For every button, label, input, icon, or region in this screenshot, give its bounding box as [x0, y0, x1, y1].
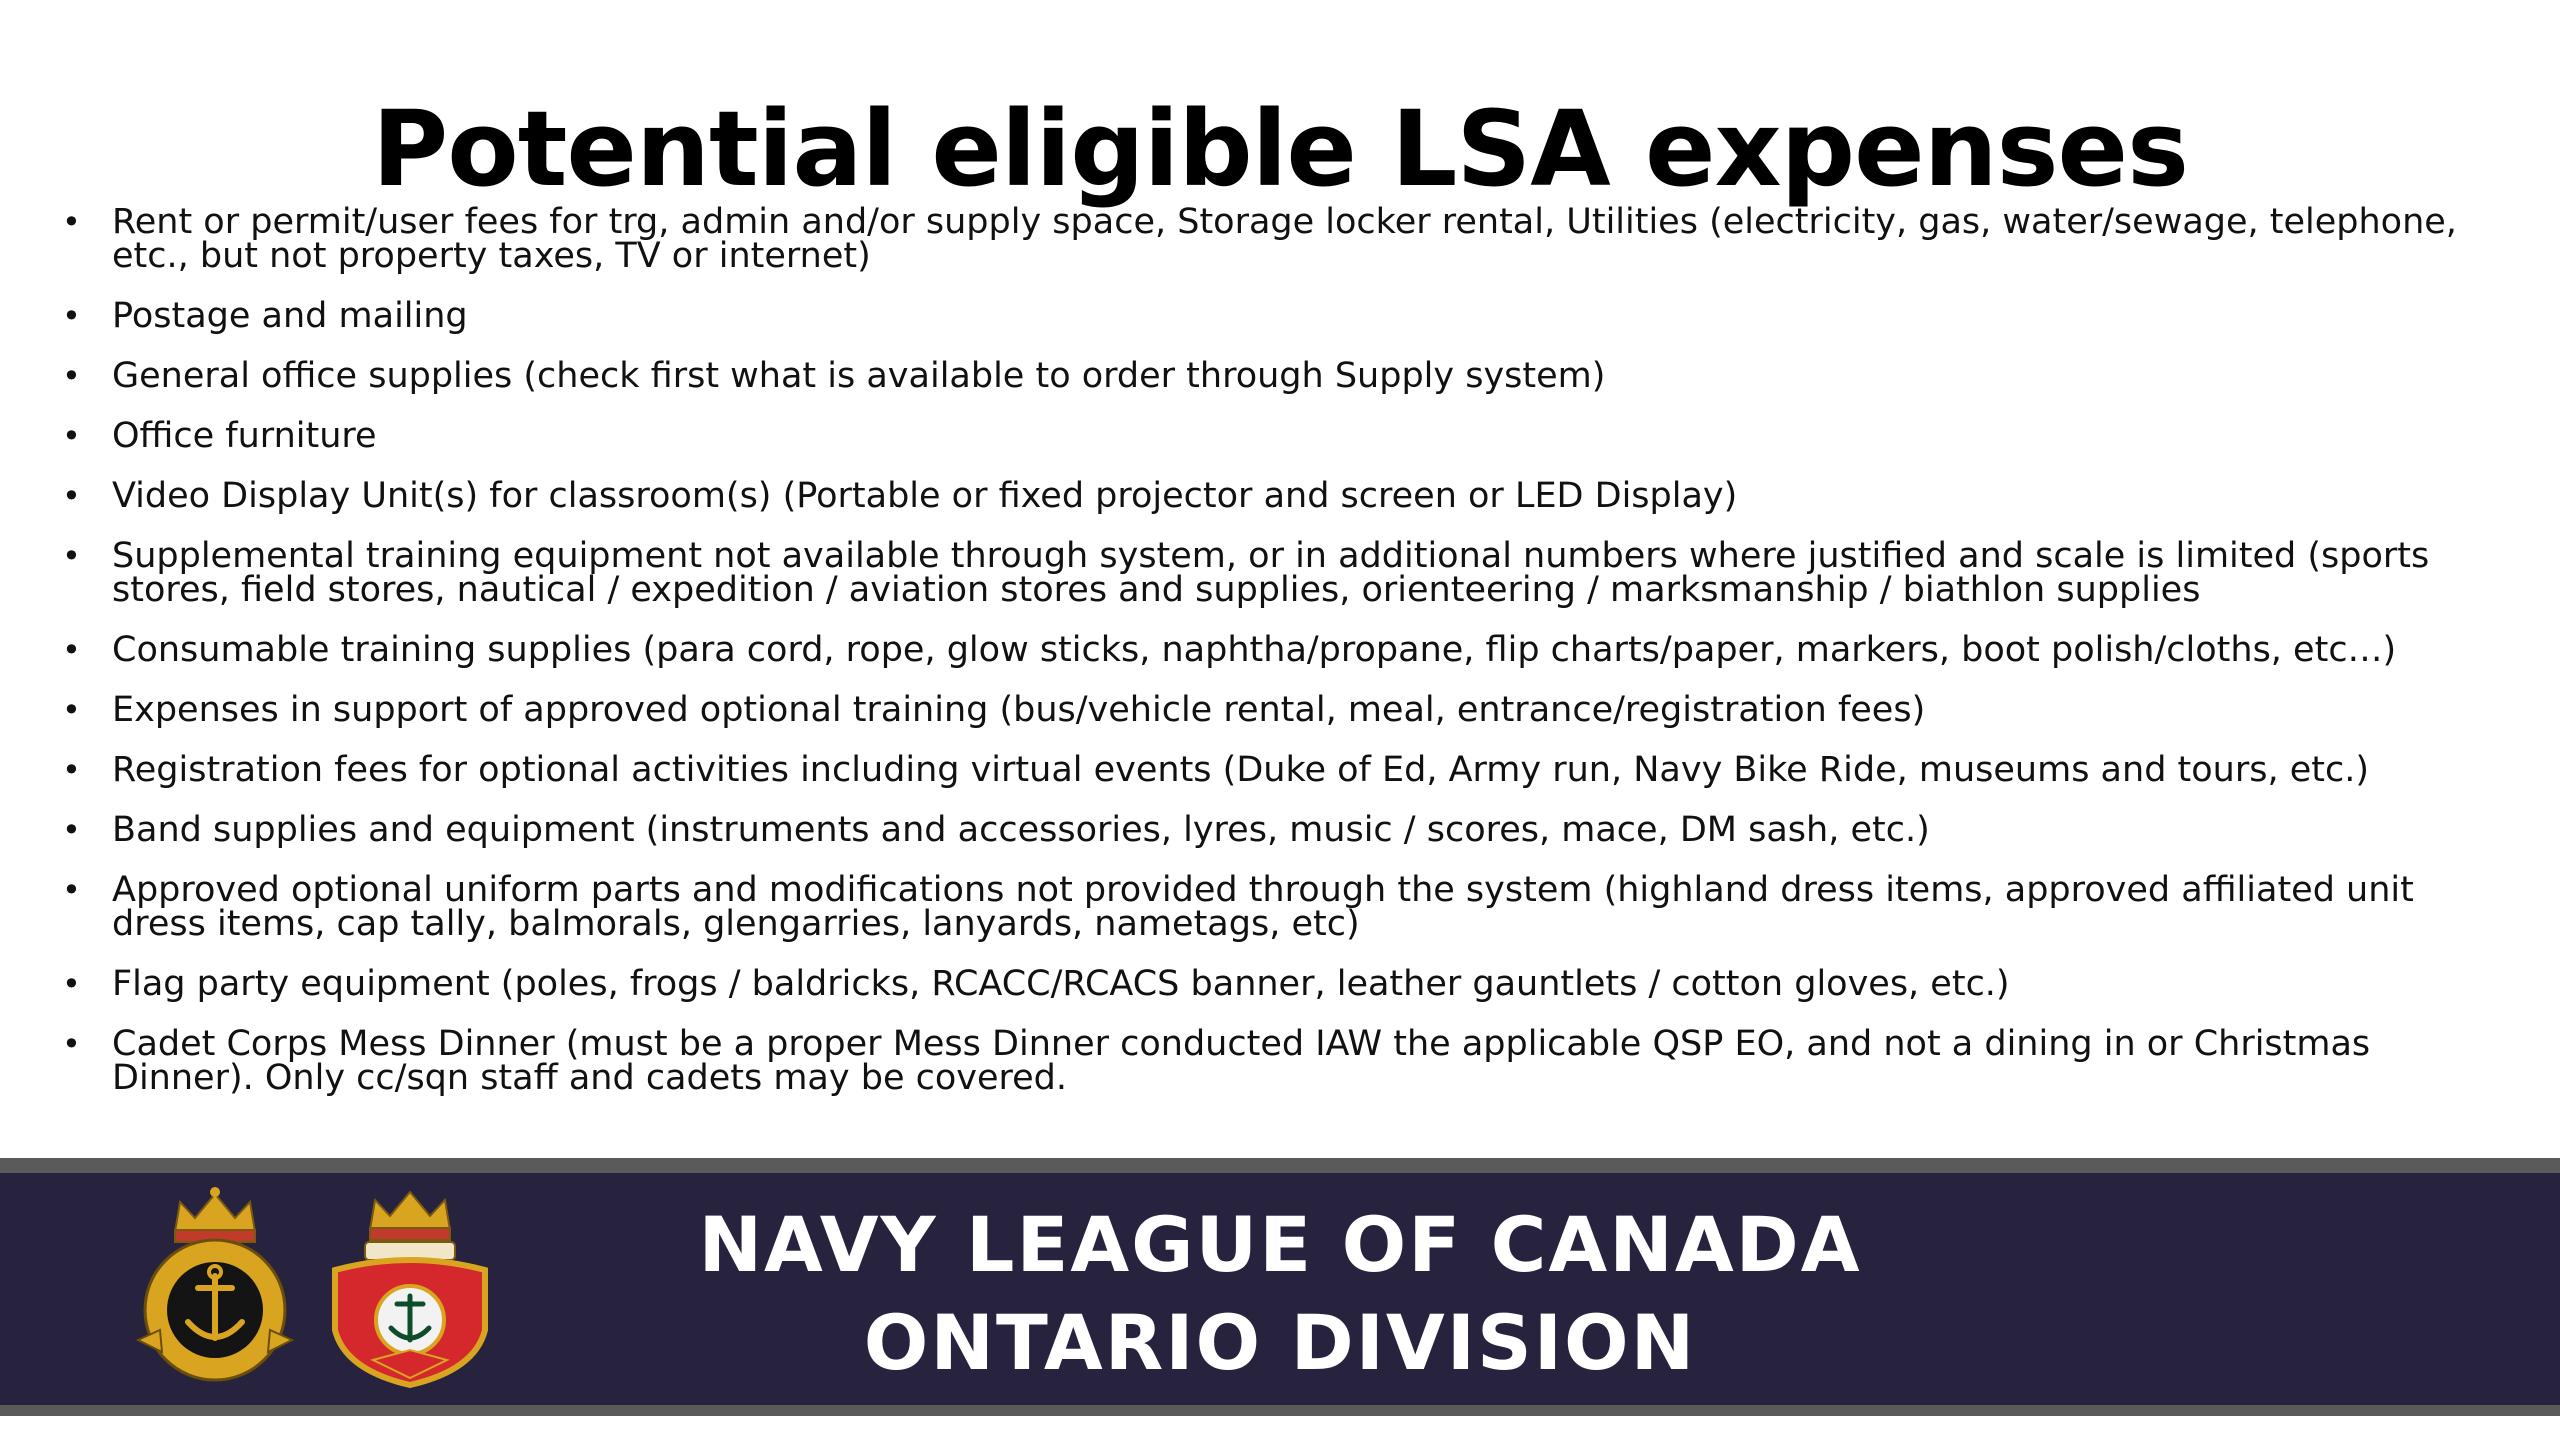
bullet-item [56, 476, 2496, 516]
bullet-item [56, 750, 2496, 790]
bullet-text: Cadet Corps Mess Dinner (must be a proper Mess Dinner conducted IAW the applicable QSP EO, and not a dining in or Christmas Dinner). Only cc/sqn staff and cadets may be covered. [112, 1024, 2371, 1098]
bullet-text: Band supplies and equipment (instruments and accessories, lyres, music / scores, mace, DM sash, etc.) [112, 810, 1930, 850]
bullet-text: Consumable training supplies (para cord, rope, glow sticks, naphtha/propane, flip charts/paper, markers, boot polish/cloths, etc…) [112, 630, 2397, 670]
bullet-item [56, 202, 2496, 276]
bullet-item [56, 416, 2496, 456]
bullet-item [56, 536, 2496, 610]
bullet-item [56, 630, 2496, 670]
bullet-dot-icon: • [62, 297, 81, 335]
footer-bottom-band [0, 1405, 2560, 1416]
bullet-text: Flag party equipment (poles, frogs / baldricks, RCACC/RCACS banner, leather gauntlets / cotton gloves, etc.) [112, 964, 2010, 1004]
bullet-item [56, 690, 2496, 730]
bullet-text: Expenses in support of approved optional training (bus/vehicle rental, meal, entrance/registration fees) [112, 690, 1926, 730]
bullet-dot-icon: • [62, 965, 81, 1003]
bullet-item [56, 964, 2496, 1004]
bullet-dot-icon: • [62, 751, 81, 789]
bullet-item [56, 810, 2496, 850]
bullet-item [56, 870, 2496, 944]
bullet-text: General office supplies (check first what is available to order through Supply system) [112, 356, 1606, 396]
bullet-dot-icon: • [62, 631, 81, 669]
bullet-text: Supplemental training equipment not available through system, or in additional numbers where justified and scale is limited (sports stores, field stores, nautical / expedition / aviation stores and supplies, orienteering / marksmanship / biathlon supplies [112, 536, 2430, 610]
slide-title: Potential eligible LSA expenses [372, 88, 2188, 210]
bullet-dot-icon: • [62, 477, 81, 515]
bullet-text: Office furniture [112, 416, 377, 456]
bullet-dot-icon: • [62, 871, 81, 909]
bullet-dot-icon: • [62, 1025, 81, 1063]
footer-title-line2: ONTARIO DIVISION [863, 1298, 1697, 1387]
bullet-dot-icon: • [62, 417, 81, 455]
bullet-dot-icon: • [62, 357, 81, 395]
bullet-item [56, 1024, 2496, 1098]
bullet-dot-icon: • [62, 691, 81, 729]
bullet-item [56, 296, 2496, 336]
bullet-text: Approved optional uniform parts and modifications not provided through the system (highland dress items, approved affiliated unit dress items, cap tally, balmorals, glengarries, lanyards, nametags, etc) [112, 870, 2414, 944]
footer-top-band [0, 1158, 2560, 1173]
bullet-text: Registration fees for optional activities including virtual events (Duke of Ed, Army run, Navy Bike Ride, museums and tours, etc.) [112, 750, 2370, 790]
bullet-item [56, 356, 2496, 396]
bullet-dot-icon: • [62, 537, 81, 575]
bullet-text: Rent or permit/user fees for trg, admin and/or supply space, Storage locker rental, Utilities (electricity, gas, water/sewage, telephone, etc., but not property taxes, TV or internet) [112, 202, 2457, 276]
bullet-dot-icon: • [62, 203, 81, 241]
bullet-list [56, 202, 2496, 1121]
bullet-dot-icon: • [62, 811, 81, 849]
bullet-text: Video Display Unit(s) for classroom(s) (Portable or fixed projector and screen or LED Display) [112, 476, 1738, 516]
bullet-text: Postage and mailing [112, 296, 468, 336]
footer-title-line1: NAVY LEAGUE OF CANADA [698, 1200, 1862, 1289]
